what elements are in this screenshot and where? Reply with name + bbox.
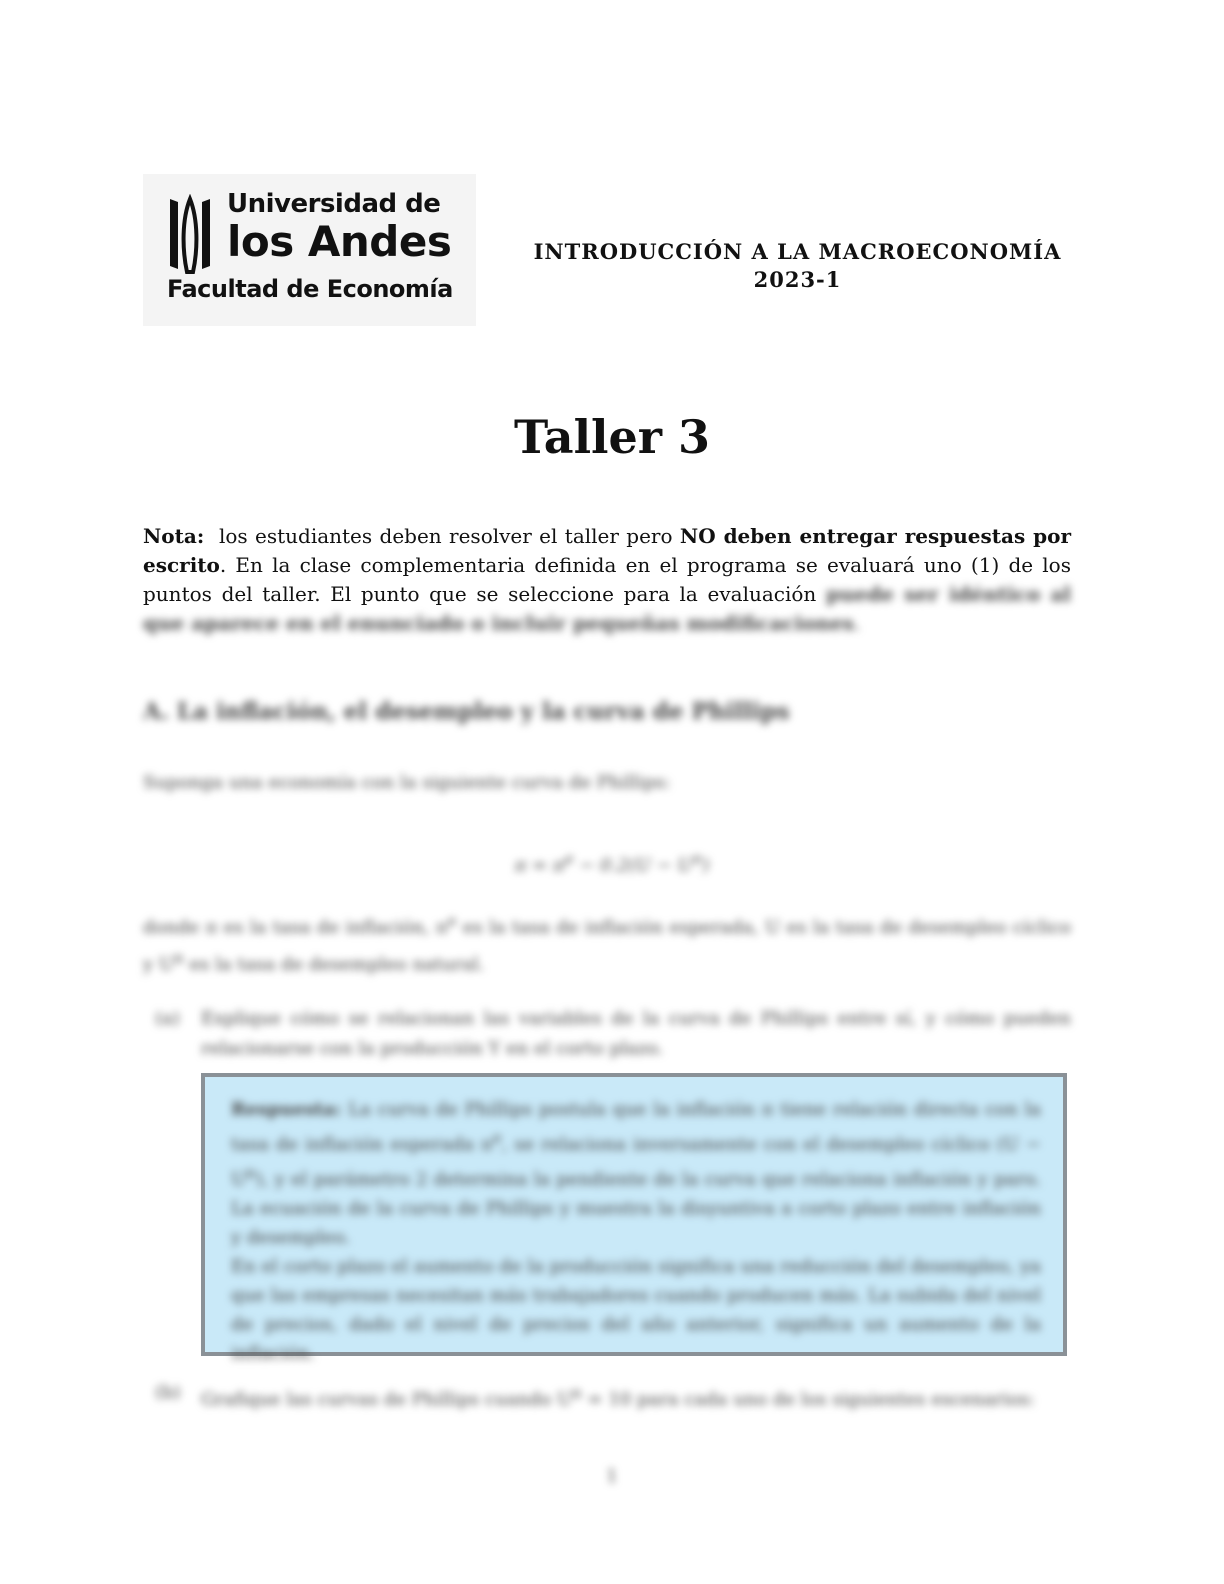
note-text-3: . <box>854 611 861 635</box>
question-a-label: (a) <box>155 1008 180 1029</box>
section-title: A. La inflación, el desempleo y la curva de Phillips <box>143 698 790 725</box>
note-paragraph <box>143 522 1071 638</box>
page-number: 1 <box>606 1466 618 1487</box>
logo-wordmark <box>227 188 451 264</box>
question-a-text: Explique cómo se relacionan las variables de la curva de Phillips entre sí, y cómo pueden relacionarse con la producción Y en el corto plazo. <box>201 1008 1071 1059</box>
logo-emblem-icon <box>165 194 215 274</box>
definitions-body: donde π es la tasa de inflación, π <box>143 917 448 938</box>
phillips-equation: $\pi = \pi^e - 0.2(U - U^n)$ <box>514 850 710 876</box>
question-a <box>155 1004 1071 1064</box>
note-text-2: . En la clase complementaria definida en el programa se evaluará uno (1) de los puntos del taller. El punto que se seleccione para la evaluación <box>143 553 1071 606</box>
logo-line-2: los Andes <box>227 217 452 266</box>
question-b-text-wrap: Grafique las curvas de Phillips cuando $U^n = 10$ para cada uno de los siguientes escenarios: <box>201 1384 1035 1410</box>
answer-box <box>201 1073 1067 1364</box>
logo-line-3: Facultad de Economía <box>167 275 453 303</box>
note-bold-1: NO deben entregar respuestas por escrito <box>143 524 1072 577</box>
course-header <box>510 238 1085 294</box>
question-b <box>155 1378 1071 1415</box>
note-text-1: los estudiantes deben resolver el taller pero <box>218 524 673 548</box>
answer-paragraph-2: En el corto plazo el aumento de la producción significa una reducción del desempleo, ya que las empresas necesitan más trabajadores cuando producen más. La subida del nivel de precios, dado el nivel de precios del año anterior, significa un aumento de la inflación. <box>231 1256 1041 1364</box>
course-name: INTRODUCCIÓN A LA MACROECONOMÍA <box>533 239 1062 264</box>
logo-line-1: Universidad de <box>227 189 441 219</box>
note-label: Nota: <box>143 524 205 548</box>
question-b-label: (b) <box>155 1382 181 1403</box>
university-logo <box>143 174 476 326</box>
definitions-text: donde π es la tasa de inflación, $\pi^e$ es la tasa de inflación esperada, U es la tasa de desempleo cíclico y $U^n$ es la tasa de desempleo natural. <box>143 912 1071 975</box>
answer-text: Respuesta: La curva de Phillips postula que la inflación π tiene relación directa con la tasa de inflación esperada $\pi^e$, se relaciona inversamente con el desempleo cíclico $(U - U^n)$, y el parámetro 2 determina la pendiente de la curva que relaciona inflación y paro. La ecuación de la curva de Phillips y muestra la disyuntiva a corto plazo entre inflación y desempleo. En el corto plazo el aumento de la producción significa una reducción del desempleo, ya que las empresas necesitan más trabajadores cuando producen más. La subida del nivel de precios, dado el nivel de precios del año anterior, significa un aumento de la inflación. <box>231 1099 1041 1364</box>
page-title: Taller 3 <box>513 410 711 464</box>
note-bold-2: puede ser idéntico al que aparece en el enunciado o incluir pequeñas modificaciones <box>143 582 1071 635</box>
answer-paragraph-1: La curva de Phillips postula que la inflación π tiene relación directa con la tasa de inflación esperada π <box>231 1099 1041 1155</box>
equation-text: π = π <box>514 855 565 876</box>
answer-label: Respuesta: <box>231 1099 342 1120</box>
course-term: 2023-1 <box>753 267 842 292</box>
intro-text: Suponga una economía con la siguiente curva de Phillips: <box>143 772 671 793</box>
question-b-text: Grafique las curvas de Phillips cuando U <box>201 1389 573 1410</box>
